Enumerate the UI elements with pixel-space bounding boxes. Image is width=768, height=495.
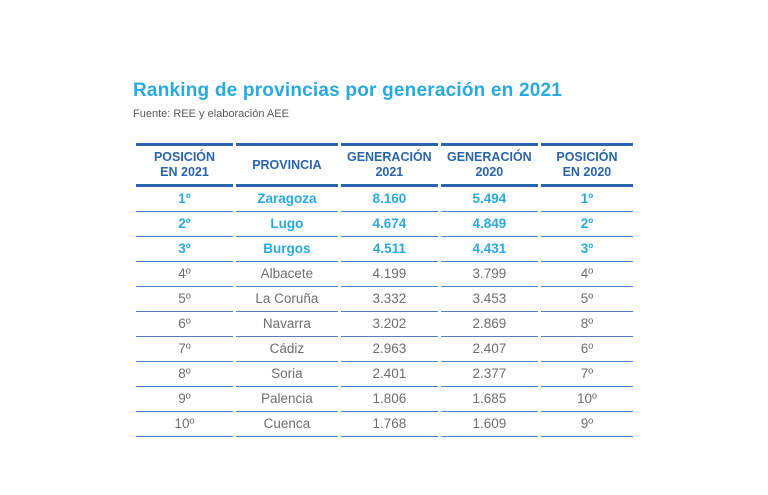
- cell-generacion-2021: 4.511: [341, 237, 438, 262]
- table-row: [136, 287, 633, 312]
- table-row: [136, 262, 633, 287]
- cell-provincia: Zaragoza: [236, 187, 338, 212]
- cell-generacion-2021: 4.199: [341, 262, 438, 287]
- cell-posicion-2021: 6º: [136, 312, 233, 337]
- table-row: [136, 337, 633, 362]
- cell-generacion-2021: 3.202: [341, 312, 438, 337]
- header-posicion-2020: [541, 143, 633, 187]
- cell-generacion-2021: 1.806: [341, 387, 438, 412]
- cell-provincia: Albacete: [236, 262, 338, 287]
- cell-generacion-2021: 2.401: [341, 362, 438, 387]
- cell-posicion-2020: 8º: [541, 312, 633, 337]
- cell-generacion-2020: 4.849: [441, 212, 538, 237]
- cell-generacion-2020: 4.431: [441, 237, 538, 262]
- cell-posicion-2021: 9º: [136, 387, 233, 412]
- table-row: [136, 412, 633, 437]
- header-line: GENERACIÓN: [346, 150, 432, 164]
- cell-posicion-2021: 3º: [136, 237, 233, 262]
- table-row: [136, 312, 633, 337]
- header-line: GENERACIÓN: [446, 150, 532, 164]
- cell-posicion-2021: 10º: [136, 412, 233, 437]
- cell-posicion-2020: 7º: [541, 362, 633, 387]
- cell-generacion-2020: 1.685: [441, 387, 538, 412]
- header-line: EN 2021: [160, 165, 209, 179]
- table-header-row: [136, 143, 633, 187]
- cell-provincia: Lugo: [236, 212, 338, 237]
- cell-provincia: Burgos: [236, 237, 338, 262]
- cell-generacion-2021: 1.768: [341, 412, 438, 437]
- cell-posicion-2021: 7º: [136, 337, 233, 362]
- table-row: [136, 237, 633, 262]
- cell-posicion-2020: 4º: [541, 262, 633, 287]
- header-line: POSICIÓN: [556, 150, 618, 164]
- header-generacion-2020: [441, 143, 538, 187]
- cell-posicion-2021: 2º: [136, 212, 233, 237]
- cell-posicion-2020: 10º: [541, 387, 633, 412]
- cell-posicion-2021: 1º: [136, 187, 233, 212]
- table-row: [136, 212, 633, 237]
- report-figure: [133, 79, 636, 437]
- cell-posicion-2020: 1º: [541, 187, 633, 212]
- cell-provincia: Soria: [236, 362, 338, 387]
- header-line: PROVINCIA: [252, 157, 322, 172]
- source-note: Fuente: REE y elaboración AEE: [133, 108, 289, 120]
- cell-generacion-2020: 2.377: [441, 362, 538, 387]
- header-generacion-2021: [341, 143, 438, 187]
- header-provincia: [236, 143, 338, 187]
- header-line: 2021: [375, 165, 404, 179]
- header-line: EN 2020: [562, 165, 612, 179]
- cell-generacion-2020: 3.453: [441, 287, 538, 312]
- table-row: [136, 187, 633, 212]
- cell-posicion-2020: 6º: [541, 337, 633, 362]
- table-row: [136, 387, 633, 412]
- cell-generacion-2021: 2.963: [341, 337, 438, 362]
- header-line: POSICIÓN: [153, 150, 216, 164]
- cell-generacion-2020: 1.609: [441, 412, 538, 437]
- cell-posicion-2021: 5º: [136, 287, 233, 312]
- cell-generacion-2021: 4.674: [341, 212, 438, 237]
- cell-posicion-2021: 8º: [136, 362, 233, 387]
- table-row: [136, 362, 633, 387]
- header-line: 2020: [475, 165, 504, 179]
- cell-posicion-2021: 4º: [136, 262, 233, 287]
- cell-posicion-2020: 9º: [541, 412, 633, 437]
- page-title: Ranking de provincias por generación en 2021: [133, 80, 563, 101]
- cell-provincia: La Coruña: [236, 287, 338, 312]
- cell-provincia: Cuenca: [236, 412, 338, 437]
- cell-generacion-2020: 2.869: [441, 312, 538, 337]
- cell-provincia: Cádiz: [236, 337, 338, 362]
- cell-posicion-2020: 3º: [541, 237, 633, 262]
- cell-posicion-2020: 2º: [541, 212, 633, 237]
- cell-posicion-2020: 5º: [541, 287, 633, 312]
- cell-provincia: Navarra: [236, 312, 338, 337]
- cell-generacion-2020: 3.799: [441, 262, 538, 287]
- ranking-table: [133, 143, 636, 437]
- cell-generacion-2021: 3.332: [341, 287, 438, 312]
- header-posicion-2021: [136, 143, 233, 187]
- cell-generacion-2020: 5.494: [441, 187, 538, 212]
- cell-provincia: Palencia: [236, 387, 338, 412]
- cell-generacion-2020: 2.407: [441, 337, 538, 362]
- cell-generacion-2021: 8.160: [341, 187, 438, 212]
